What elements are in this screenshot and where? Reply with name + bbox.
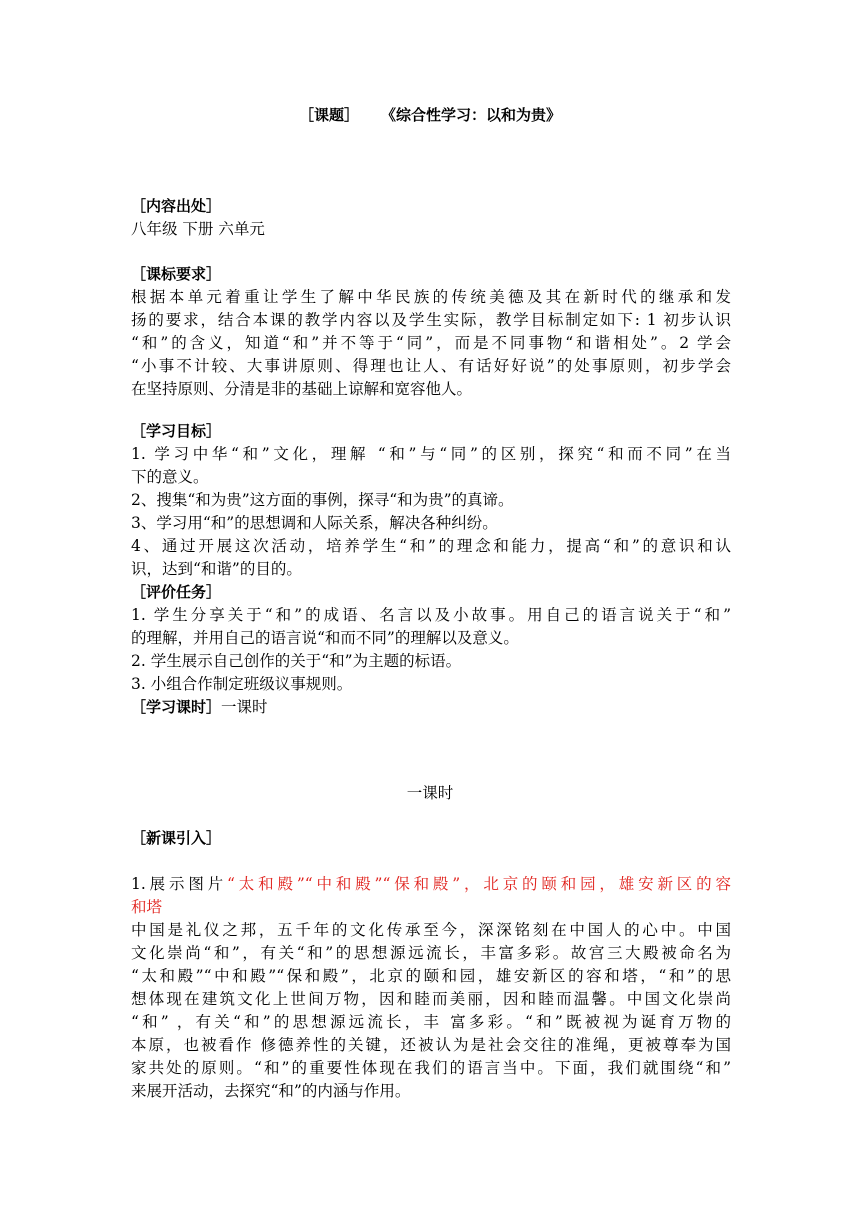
intro-line: “和” ，有关“和”的思想源远流长，丰 富多彩。“和”既被视为诞育万物的 — [131, 1013, 731, 1031]
standard-line: 在坚持原则、分清是非的基础上谅解和宽容他人。 — [131, 380, 473, 398]
intro-line: 来展开活动，去探究“和”的内涵与作用。 — [131, 1082, 411, 1100]
standard-heading: ［课标要求］ — [131, 265, 222, 283]
source-heading: ［内容出处］ — [131, 197, 222, 215]
intro-line: 中国是礼仪之邦，五千年的文化传承至今，深深铭刻在中国人的心中。中国 — [131, 921, 731, 939]
goal-line: 3、学习用“和”的思想调和人际关系，解决各种纠纷。 — [131, 514, 498, 532]
intro-line: 本原，也被看作 修德养性的关键，还被认为是社会交往的准绳，更被尊奉为国 — [131, 1036, 731, 1054]
intro-line: 文化崇尚“和”，有关“和”的思想源远流长，丰富多彩。故宫三大殿被命名为 — [131, 944, 731, 962]
goal-line: 下的意义。 — [131, 468, 209, 486]
title-label: ［课题］ — [298, 106, 359, 124]
standard-line: 根据本单元着重让学生了解中华民族的传统美德及其在新时代的继承和发 — [131, 288, 731, 306]
goal-line: 2、搜集“和为贵”这方面的事例，探寻“和为贵”的真谛。 — [131, 491, 514, 509]
goals-heading: ［学习目标］ — [131, 422, 222, 440]
intro-item — [131, 873, 731, 896]
standard-line: 扬的要求，结合本课的教学内容以及学生实际，教学目标制定如下: 1 初步认识 — [131, 311, 731, 329]
intro-item-highlight-cont: 和塔 — [131, 898, 163, 916]
standard-line: “和”的含义，知道“和”并不等于“同”，而是不同事物“和谐相处”。2 学会 — [131, 334, 731, 352]
period-row — [131, 696, 731, 719]
intro-item-highlight: “太和殿”“中和殿”“保和殿”，北京的颐和园，雄安新区的容 — [227, 875, 731, 893]
intro-heading: ［新课引入］ — [131, 829, 222, 847]
task-line: 1. 学生分享关于“和”的成语、名言以及小故事。用自己的语言说关于“和” — [131, 606, 731, 624]
standard-line: “小事不计较、大事讲原则、得理也让人、有话好好说”的处事原则，初步学会 — [131, 357, 731, 375]
tasks-heading: ［评价任务］ — [131, 583, 222, 601]
task-line: 2. 学生展示自己创作的关于“和”为主题的标语。 — [131, 652, 462, 670]
period-heading: ［学习课时］ — [131, 698, 222, 716]
task-line: 3. 小组合作制定班级议事规则。 — [131, 675, 353, 693]
lesson-title — [0, 104, 860, 125]
intro-line: 想体现在建筑文化上世间万物，因和睦而美丽，因和睦而温馨。中国文化崇尚 — [131, 990, 731, 1008]
session-title: 一课时 — [406, 784, 454, 802]
goal-line: 1. 学习中华“和”文化，理解 “和”与“同”的区别，探究“和而不同”在当 — [131, 445, 731, 463]
title-name: 《综合性学习：以和为贵》 — [381, 106, 562, 124]
task-line: 的理解，并用自己的语言说“和而不同”的理解以及意义。 — [131, 629, 519, 647]
intro-line: “太和殿”“中和殿”“保和殿”，北京的颐和园，雄安新区的容和塔，“和”的思 — [131, 967, 731, 985]
goal-line: 识，达到“和谐”的目的。 — [131, 560, 302, 578]
intro-line: 家共处的原则。“和”的重要性体现在我们的语言当中。下面，我们就围绕“和” — [131, 1059, 731, 1077]
period-value: 一课时 — [221, 698, 268, 716]
intro-item-prefix: 1.展示图片 — [131, 875, 228, 893]
source-value: 八年级 下册 六单元 — [131, 220, 265, 238]
goal-line: 4、通过开展这次活动，培养学生“和”的理念和能力，提高“和”的意识和认 — [131, 537, 731, 555]
